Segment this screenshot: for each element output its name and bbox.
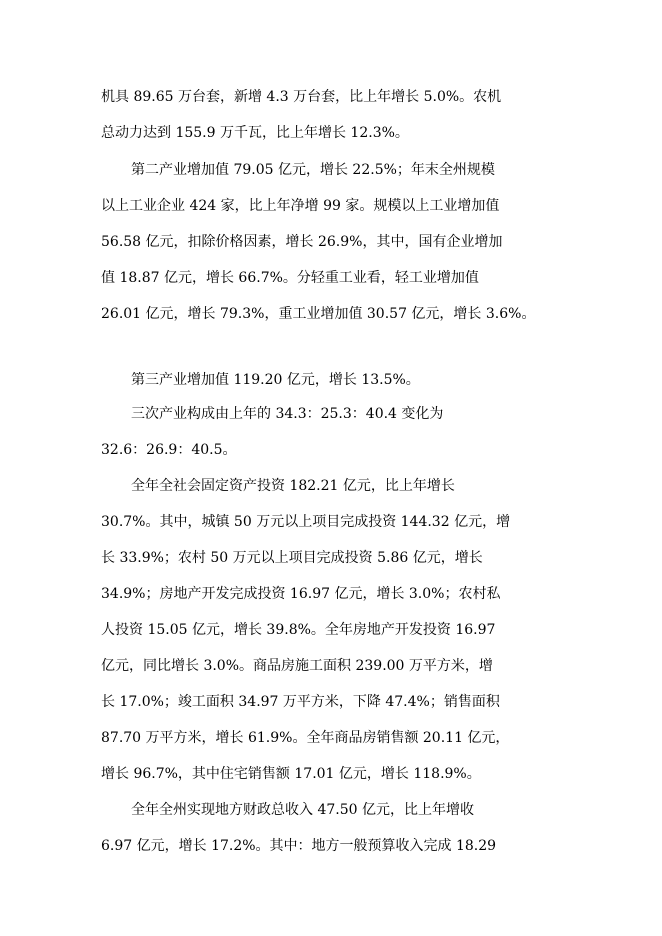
text-line: 增长 96.7%，其中住宅销售额 17.01 亿元，增长 118.9%。 bbox=[101, 766, 481, 782]
text-line: 机具 89.65 万台套，新增 4.3 万台套，比上年增长 5.0%。农机 bbox=[101, 89, 502, 105]
text-line: 值 18.87 亿元，增长 66.7%。分轻重工业看，轻工业增加值 bbox=[101, 270, 479, 286]
text-line: 亿元，同比增长 3.0%。商品房施工面积 239.00 万平方米，增 bbox=[101, 658, 493, 674]
text-line: 人投资 15.05 亿元，增长 39.8%。全年房地产开发投资 16.97 bbox=[101, 622, 496, 638]
text-line: 长 33.9%；农村 50 万元以上项目完成投资 5.86 亿元，增长 bbox=[101, 550, 483, 566]
text-line: 56.58 亿元，扣除价格因素，增长 26.9%，其中，国有企业增加 bbox=[101, 234, 503, 250]
text-line: 第三产业增加值 119.20 亿元，增长 13.5%。 bbox=[131, 372, 420, 388]
text-line: 三次产业构成由上年的 34.3：25.3：40.4 变化为 bbox=[131, 406, 444, 422]
text-line: 34.9%；房地产开发完成投资 16.97 亿元，增长 3.0%；农村私 bbox=[101, 586, 501, 602]
text-line: 以上工业企业 424 家，比上年净增 99 家。规模以上工业增加值 bbox=[101, 198, 500, 214]
text-line: 总动力达到 155.9 万千瓦，比上年增长 12.3%。 bbox=[101, 125, 409, 141]
text-line: 26.01 亿元，增长 79.3%，重工业增加值 30.57 亿元，增长 3.6%。 bbox=[101, 306, 536, 322]
text-line: 87.70 万平方米，增长 61.9%。全年商品房销售额 20.11 亿元， bbox=[101, 730, 510, 746]
text-line: 32.6：26.9：40.5。 bbox=[101, 442, 237, 458]
text-line: 30.7%。其中，城镇 50 万元以上项目完成投资 144.32 亿元，增 bbox=[101, 514, 511, 530]
text-line: 全年全州实现地方财政总收入 47.50 亿元，比上年增收 bbox=[131, 802, 474, 818]
text-line: 6.97 亿元，增长 17.2%。其中：地方一般预算收入完成 18.29 bbox=[101, 838, 497, 854]
text-line: 全年全社会固定资产投资 182.21 亿元，比上年增长 bbox=[131, 478, 455, 494]
text-line: 第二产业增加值 79.05 亿元，增长 22.5%；年末全州规模 bbox=[131, 162, 495, 178]
text-line: 长 17.0%；竣工面积 34.97 万平方米，下降 47.4%；销售面积 bbox=[101, 694, 500, 710]
